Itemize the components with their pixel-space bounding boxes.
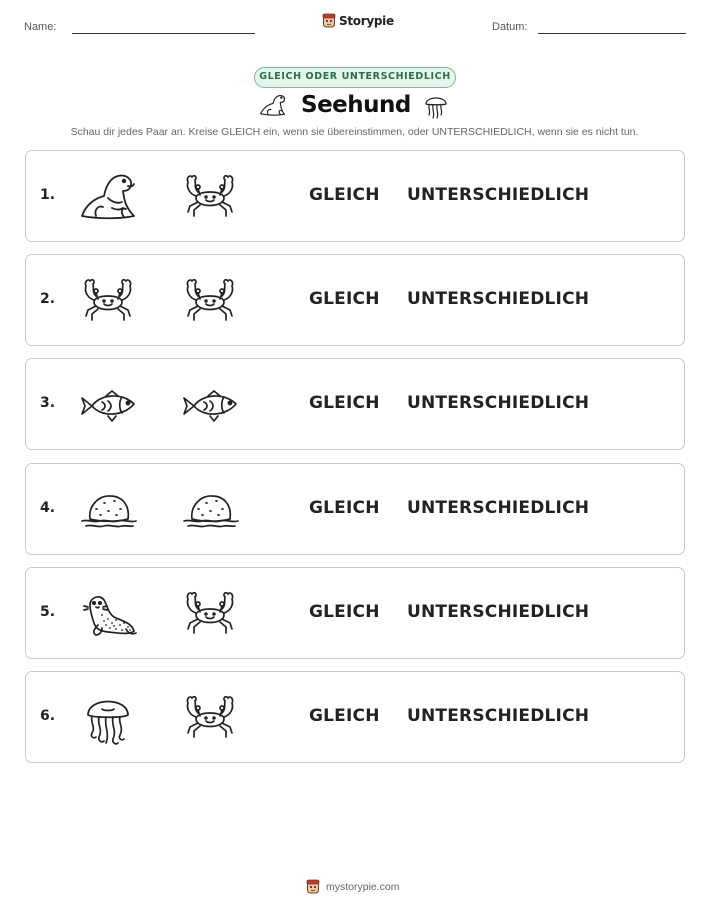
different-option[interactable]: UNTERSCHIEDLICH <box>407 706 590 726</box>
different-option[interactable]: UNTERSCHIEDLICH <box>407 185 590 205</box>
footer-url: mystorypie.com <box>326 881 400 893</box>
name-field[interactable] <box>72 33 255 34</box>
different-option[interactable]: UNTERSCHIEDLICH <box>407 289 590 309</box>
crab-icon <box>180 272 240 330</box>
question-number: 5. <box>40 604 56 620</box>
crab-icon <box>180 168 240 226</box>
footer <box>306 879 400 895</box>
storypie-mascot-icon <box>306 879 320 895</box>
storypie-mascot-icon <box>322 13 336 29</box>
same-option[interactable]: GLEICH <box>309 498 380 518</box>
same-option[interactable]: GLEICH <box>309 393 380 413</box>
rock-icon <box>180 481 240 539</box>
rock-icon <box>78 481 138 539</box>
jellyfish-icon <box>78 689 138 747</box>
sea-lion-icon <box>256 92 290 118</box>
header <box>0 0 709 50</box>
crab-icon <box>180 689 240 747</box>
question-number: 2. <box>40 291 56 307</box>
page-title: Seehund <box>301 92 411 118</box>
question-number: 3. <box>40 395 56 411</box>
jellyfish-icon <box>421 90 451 120</box>
date-label: Datum: <box>492 21 528 33</box>
question-row <box>25 463 685 555</box>
title-row <box>0 90 709 124</box>
same-option[interactable]: GLEICH <box>309 289 380 309</box>
name-label: Name: <box>24 21 57 33</box>
different-option[interactable]: UNTERSCHIEDLICH <box>407 393 590 413</box>
instructions: Schau dir jedes Paar an. Kreise GLEICH ein, wenn sie übereinstimmen, oder UNTERSCHIEDLICH, wenn sie es nicht tun. <box>70 126 639 138</box>
spotted-seal-icon <box>78 585 138 643</box>
worksheet-type-badge: GLEICH ODER UNTERSCHIEDLICH <box>254 67 456 88</box>
crab-icon <box>180 585 240 643</box>
date-field[interactable] <box>538 33 686 34</box>
question-row <box>25 567 685 659</box>
different-option[interactable]: UNTERSCHIEDLICH <box>407 602 590 622</box>
same-option[interactable]: GLEICH <box>309 602 380 622</box>
brand-logo <box>322 13 394 29</box>
brand-name: Storypie <box>339 14 394 28</box>
different-option[interactable]: UNTERSCHIEDLICH <box>407 498 590 518</box>
question-number: 6. <box>40 708 56 724</box>
sea-lion-icon <box>78 168 138 226</box>
fish-icon <box>180 376 240 434</box>
question-number: 1. <box>40 187 56 203</box>
question-row <box>25 150 685 242</box>
question-row <box>25 671 685 763</box>
question-row <box>25 358 685 450</box>
question-number: 4. <box>40 500 56 516</box>
crab-icon <box>78 272 138 330</box>
fish-icon <box>78 376 138 434</box>
same-option[interactable]: GLEICH <box>309 185 380 205</box>
question-row <box>25 254 685 346</box>
same-option[interactable]: GLEICH <box>309 706 380 726</box>
